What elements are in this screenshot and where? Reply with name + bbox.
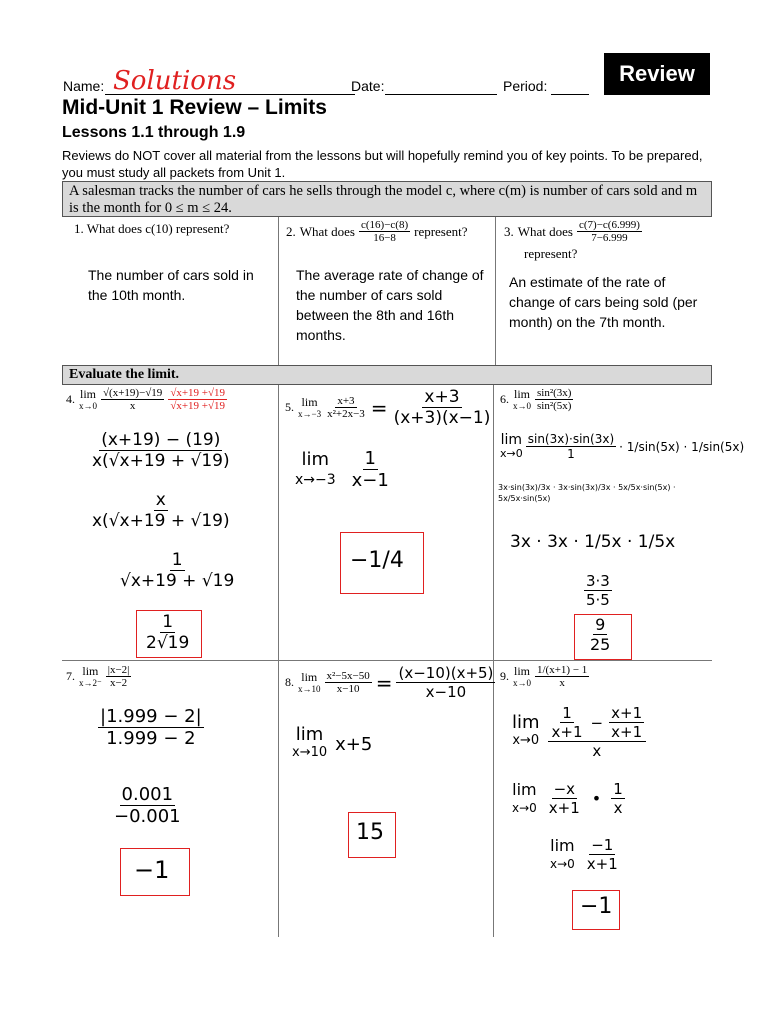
date-label: Date: bbox=[351, 78, 385, 94]
name-value: Solutions bbox=[113, 66, 237, 96]
question-text: What does c(10) represent? bbox=[86, 221, 230, 236]
question-number: 1. bbox=[74, 221, 84, 236]
fraction-denominator: x−1 bbox=[351, 470, 389, 491]
lim-word: lim bbox=[500, 431, 523, 448]
work-step bbox=[98, 706, 204, 749]
question-fraction bbox=[359, 219, 410, 244]
final-answer bbox=[588, 615, 612, 654]
lim-word: lim bbox=[301, 448, 330, 470]
fraction-numerator: (x−10)(x+5) bbox=[398, 664, 494, 682]
lim-subscript: x→−3 bbox=[298, 408, 322, 419]
fraction-denominator: x+1 bbox=[586, 855, 618, 873]
lim-subscript: x→2⁻ bbox=[79, 677, 102, 688]
work-step: lim x→0 $\frac{1}{x+1}$ − $\frac{x+1}{x+1}$ x bbox=[512, 704, 646, 760]
lim-subscript: x→0 bbox=[79, 400, 97, 411]
fraction-denominator: sin²(5x) bbox=[537, 400, 572, 412]
lim-word: lim bbox=[513, 663, 530, 678]
evaluate-header: Evaluate the limit. bbox=[62, 365, 712, 385]
intro-text: Reviews do NOT cover all material from the lessons but will hopefully remind you of key points. To be prepared, you must study all packets from Unit 1. bbox=[62, 148, 703, 180]
work-step: lim x→0 $\frac{-x}{x+1}$ • $\frac{1}{x}$ bbox=[512, 779, 623, 817]
fraction-numerator: 9 bbox=[595, 615, 606, 634]
fraction-numerator: 1 bbox=[562, 704, 572, 722]
fraction-denominator: x bbox=[592, 742, 602, 760]
lim-subscript: x→0 bbox=[550, 856, 575, 871]
period-label: Period: bbox=[503, 78, 548, 94]
final-answer: −1 bbox=[134, 856, 170, 884]
fraction-numerator: x+3 bbox=[424, 387, 460, 407]
fraction-denominator: x(√x+19 + √19) bbox=[92, 511, 230, 531]
question-text: represent? bbox=[524, 246, 578, 261]
fraction-denominator: √x+19 + √19 bbox=[120, 571, 235, 591]
period-field-line bbox=[551, 94, 589, 95]
lim-subscript: x→10 bbox=[298, 683, 321, 694]
lim-word: lim bbox=[550, 835, 575, 855]
grid-divider bbox=[62, 660, 712, 661]
work-step bbox=[584, 572, 612, 609]
grid-divider bbox=[278, 217, 279, 365]
question-text: What does bbox=[299, 223, 355, 239]
lim-word: lim bbox=[82, 663, 99, 678]
fraction-numerator: |1.999 − 2| bbox=[100, 706, 202, 727]
lim-word: lim bbox=[513, 386, 530, 401]
fraction-denominator: √x+19 +√19 bbox=[170, 400, 226, 412]
lim-subscript: x→0 bbox=[513, 677, 531, 688]
answer-2: The average rate of change of the number of cars sold between the 8th and 16th months. bbox=[296, 267, 484, 343]
final-answer bbox=[144, 612, 191, 653]
fraction-denominator: x+1 bbox=[551, 723, 583, 741]
fraction-denominator: 5·5 bbox=[586, 591, 610, 609]
answer-3: An estimate of the rate of change of cars being sold (per month) on the 7th month. bbox=[509, 274, 698, 330]
fraction-numerator: x²−5x−50 bbox=[326, 670, 370, 682]
fraction-numerator: 1 bbox=[171, 550, 183, 570]
fraction-denominator: x bbox=[129, 400, 136, 412]
fraction-numerator: 1 bbox=[162, 612, 174, 632]
work-step bbox=[500, 432, 744, 461]
fraction-numerator: (x+19) − (19) bbox=[101, 430, 221, 450]
fraction-denominator: 2√19 bbox=[146, 633, 190, 653]
problem-5: 5. lim x→−3 $\frac{x+3}{\text{x²+2x−3}}$ = $\frac{x+3}{(x+3)(x-1)}$ bbox=[285, 387, 491, 428]
problem-number: 7. bbox=[66, 669, 75, 683]
question-number: 2. bbox=[286, 223, 296, 239]
fraction-denominator: 1 bbox=[567, 447, 575, 461]
work-step bbox=[295, 448, 391, 491]
fraction-denominator: 1.999 − 2 bbox=[106, 728, 196, 749]
problem-4 bbox=[66, 387, 227, 412]
fraction-denominator: x bbox=[613, 799, 623, 817]
fraction-numerator: sin²(3x) bbox=[537, 387, 572, 399]
lim-word: lim bbox=[512, 779, 537, 799]
fraction-numerator: sin(3x)·sin(3x) bbox=[527, 432, 615, 446]
grid-divider bbox=[495, 217, 496, 365]
problem-number: 4. bbox=[66, 392, 75, 406]
final-answer: −1 bbox=[580, 894, 613, 919]
work-expression: x+5 bbox=[335, 733, 373, 755]
fraction-numerator: −1 bbox=[591, 836, 614, 854]
fraction-denominator: x(√x+19 + √19) bbox=[92, 451, 230, 471]
fraction-denominator: x+1 bbox=[611, 723, 643, 741]
question-2 bbox=[286, 219, 468, 244]
question-text: represent? bbox=[414, 223, 468, 239]
final-answer: −1/4 bbox=[350, 548, 404, 573]
final-answer: 15 bbox=[356, 820, 384, 845]
problem-number: 9. bbox=[500, 669, 509, 683]
work-step: 3x · 3x · 1/5x · 1/5x bbox=[510, 532, 676, 552]
fraction-numerator: 3·3 bbox=[586, 572, 610, 590]
lim-subscript: x→−3 bbox=[295, 471, 336, 488]
fraction-numerator: c(7)−c(6.999) bbox=[578, 219, 640, 231]
question-text: What does bbox=[517, 223, 573, 239]
work-step bbox=[118, 550, 236, 591]
page-subtitle: Lessons 1.1 through 1.9 bbox=[62, 124, 246, 141]
fraction-numerator: 1/(x+1) − 1 bbox=[537, 664, 588, 676]
fraction-denominator: x−10 bbox=[425, 683, 467, 701]
lim-subscript: x→0 bbox=[500, 446, 523, 460]
fraction-denominator: x+1 bbox=[548, 799, 580, 817]
lim-word: lim bbox=[301, 394, 318, 409]
fraction-numerator: √(x+19)−√19 bbox=[103, 387, 163, 399]
question-3 bbox=[504, 219, 709, 262]
fraction-numerator: x bbox=[155, 490, 166, 510]
fraction-denominator: 16−8 bbox=[373, 232, 396, 244]
fraction-numerator: 1 bbox=[613, 780, 623, 798]
lim-word: lim bbox=[301, 669, 318, 684]
problem-6 bbox=[500, 387, 573, 412]
grid-divider bbox=[493, 385, 494, 937]
problem-9 bbox=[500, 664, 589, 689]
conjugate-multiplier bbox=[168, 387, 227, 412]
scenario-box: A salesman tracks the number of cars he sells through the model c, where c(m) is number of cars sold and m is the month for 0 ≤ m ≤ 24. bbox=[62, 181, 712, 217]
review-badge: Review bbox=[604, 53, 710, 95]
problem-8: 8. lim x→10 $\frac{\text{x²−5x−50}}{x-10}$ = $\frac{(x-10)(x+5)}{x-10}$ bbox=[285, 664, 494, 701]
fraction-denominator: x−2 bbox=[109, 677, 128, 689]
problem-7 bbox=[66, 664, 131, 689]
lim-subscript: x→10 bbox=[292, 745, 328, 760]
work-step bbox=[90, 490, 232, 531]
fraction-numerator: c(16)−c(8) bbox=[360, 219, 409, 231]
lim-word: lim bbox=[79, 386, 96, 401]
question-1 bbox=[74, 221, 229, 237]
fraction-denominator: x−10 bbox=[336, 683, 360, 695]
fraction-denominator: x bbox=[559, 677, 565, 689]
lim-subscript: x→0 bbox=[513, 400, 531, 411]
fraction-numerator: |x−2| bbox=[107, 664, 130, 676]
work-step bbox=[112, 784, 183, 827]
fraction-denominator: 25 bbox=[590, 635, 611, 654]
work-step bbox=[90, 430, 232, 471]
fraction-denominator: x²+2x−3 bbox=[327, 408, 365, 420]
work-step bbox=[550, 836, 620, 873]
fraction-numerator: x+3 bbox=[337, 395, 355, 407]
work-step: 3x·sin(3x)/3x · 3x·sin(3x)/3x · 5x/5x·sin(5x) · 5x/5x·sin(5x) bbox=[498, 483, 676, 503]
lim-subscript: x→0 bbox=[512, 800, 537, 815]
fraction-numerator: √x+19 +√19 bbox=[170, 387, 226, 399]
fraction-numerator: 0.001 bbox=[121, 784, 174, 805]
fraction-numerator: x+1 bbox=[611, 704, 643, 722]
lim-word: lim bbox=[295, 724, 324, 745]
fraction-denominator: 7−6.999 bbox=[591, 232, 628, 244]
fraction-numerator: −x bbox=[553, 780, 576, 798]
date-field-line bbox=[385, 94, 497, 95]
problem-number: 5. bbox=[285, 400, 294, 414]
fraction-denominator: −0.001 bbox=[114, 806, 181, 827]
grid-divider bbox=[278, 385, 279, 937]
page-title: Mid-Unit 1 Review – Limits bbox=[62, 96, 327, 119]
name-label: Name: bbox=[63, 78, 105, 94]
fraction-numerator: 1 bbox=[364, 448, 376, 469]
problem-number: 8. bbox=[285, 675, 294, 689]
lim-subscript: x→0 bbox=[512, 733, 540, 748]
fraction-denominator: (x+3)(x−1) bbox=[393, 408, 491, 428]
question-number: 3. bbox=[504, 223, 514, 239]
work-expression: · 1/sin(5x) · 1/sin(5x) bbox=[619, 439, 745, 454]
problem-number: 6. bbox=[500, 392, 509, 406]
lim-word: lim bbox=[512, 712, 540, 733]
answer-1: The number of cars sold in the 10th month. bbox=[88, 267, 254, 303]
question-fraction bbox=[577, 219, 642, 244]
work-step bbox=[292, 726, 372, 762]
